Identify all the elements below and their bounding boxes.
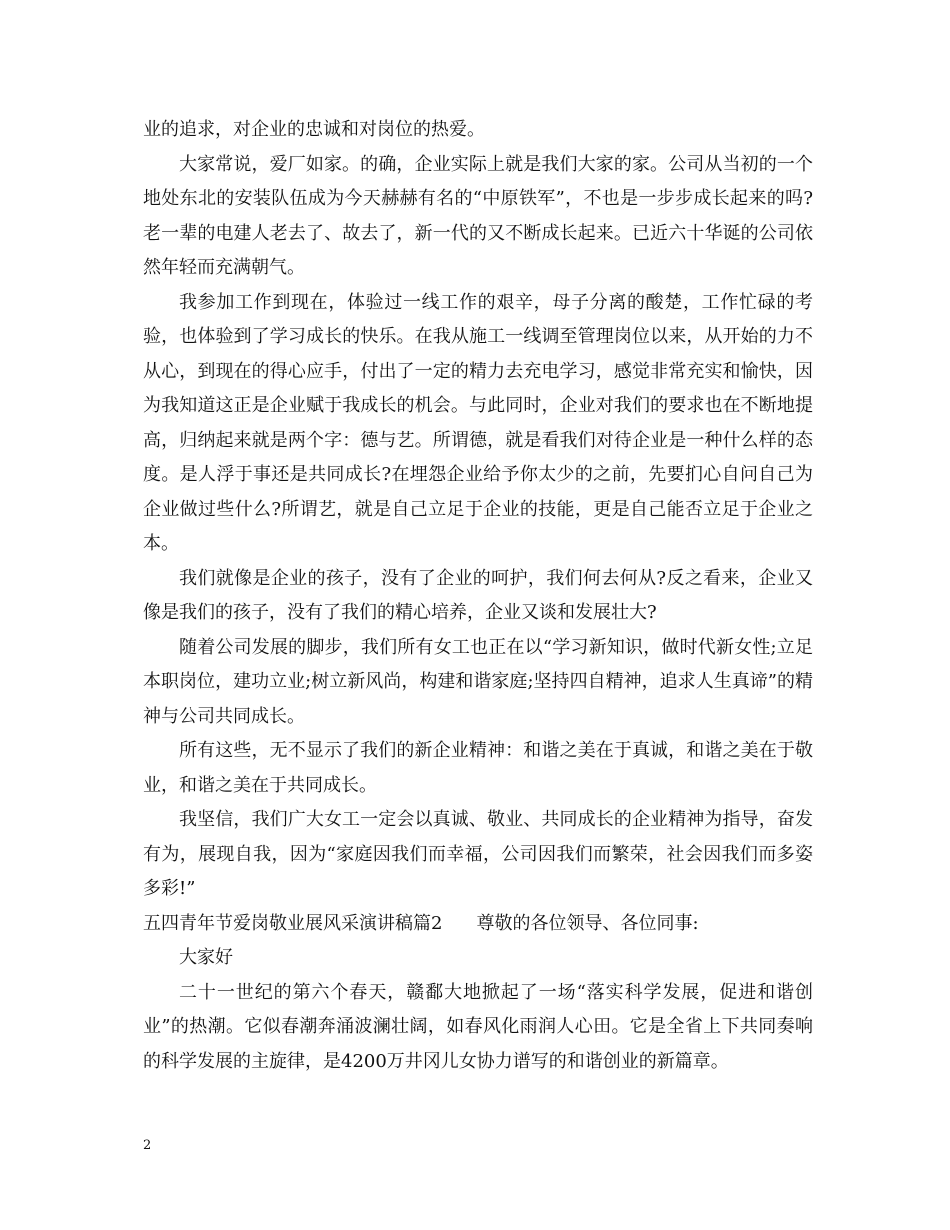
paragraph-continued: 业的追求，对企业的忠诚和对岗位的热爱。 [143, 119, 485, 140]
document-body [143, 113, 813, 1079]
paragraph: 我坚信，我们广大女工一定会以真诚、敬业、共同成长的企业精神为指导，奋发有为，展现自我，因为“家庭因我们而幸福，公司因我们而繁荣，社会因我们而多姿多彩!” [143, 809, 813, 899]
greeting: 大家好 [179, 947, 233, 968]
paragraph: 我们就像是企业的孩子，没有了企业的呵护，我们何去何从?反之看来，企业又像是我们的孩子，没有了我们的精心培养，企业又谈和发展壮大? [143, 567, 813, 623]
paragraph: 所有这些，无不显示了我们的新企业精神：和谐之美在于真诚，和谐之美在于敬业，和谐之美在于共同成长。 [143, 740, 813, 796]
page-number: 2 [143, 1138, 152, 1153]
section-heading-line [143, 907, 813, 942]
paragraph: 二十一世纪的第六个春天，赣鄱大地掀起了一场“落实科学发展，促进和谐创业”的热潮。它似春潮奔涌波澜壮阔，如春风化雨润人心田。它是全省上下共同奏响的科学发展的主旋律，是4200万井冈儿女协力谱写的和谐创业的新篇章。 [143, 981, 813, 1072]
section-title: 五四青年节爱岗敬业展风采演讲稿篇2 [143, 912, 443, 934]
paragraph: 我参加工作到现在，体验过一线工作的艰辛，母子分离的酸楚，工作忙碌的考验，也体验到了学习成长的快乐。在我从施工一线调至管理岗位以来，从开始的力不从心，到现在的得心应手，付出了一定的精力去充电学习，感觉非常充实和愉快，因为我知道这正是企业赋于我成长的机会。与此同时，企业对我们的要求也在不断地提高，归纳起来就是两个字：德与艺。所谓德，就是看我们对待企业是一种什么样的态度。是人浮于事还是共同成长?在埋怨企业给予你太少的之前，先要扪心自问自己为企业做过些什么?所谓艺，就是自己立足于企业的技能，更是自己能否立足于企业之本。 [143, 291, 813, 554]
salutation: 尊敬的各位领导、各位同事: [476, 912, 699, 934]
paragraph: 大家常说，爱厂如家。的确，企业实际上就是我们大家的家。公司从当初的一个地处东北的安装队伍成为今天赫赫有名的“中原铁军”，不也是一步步成长起来的吗?老一辈的电建人老去了、故去了，新一代的又不断成长起来。已近六十华诞的公司依然年轻而充满朝气。 [143, 153, 813, 278]
paragraph: 随着公司发展的脚步，我们所有女工也正在以“学习新知识，做时代新女性;立足本职岗位，建功立业;树立新风尚，构建和谐家庭;坚持四自精神，追求人生真谛”的精神与公司共同成长。 [143, 636, 813, 727]
